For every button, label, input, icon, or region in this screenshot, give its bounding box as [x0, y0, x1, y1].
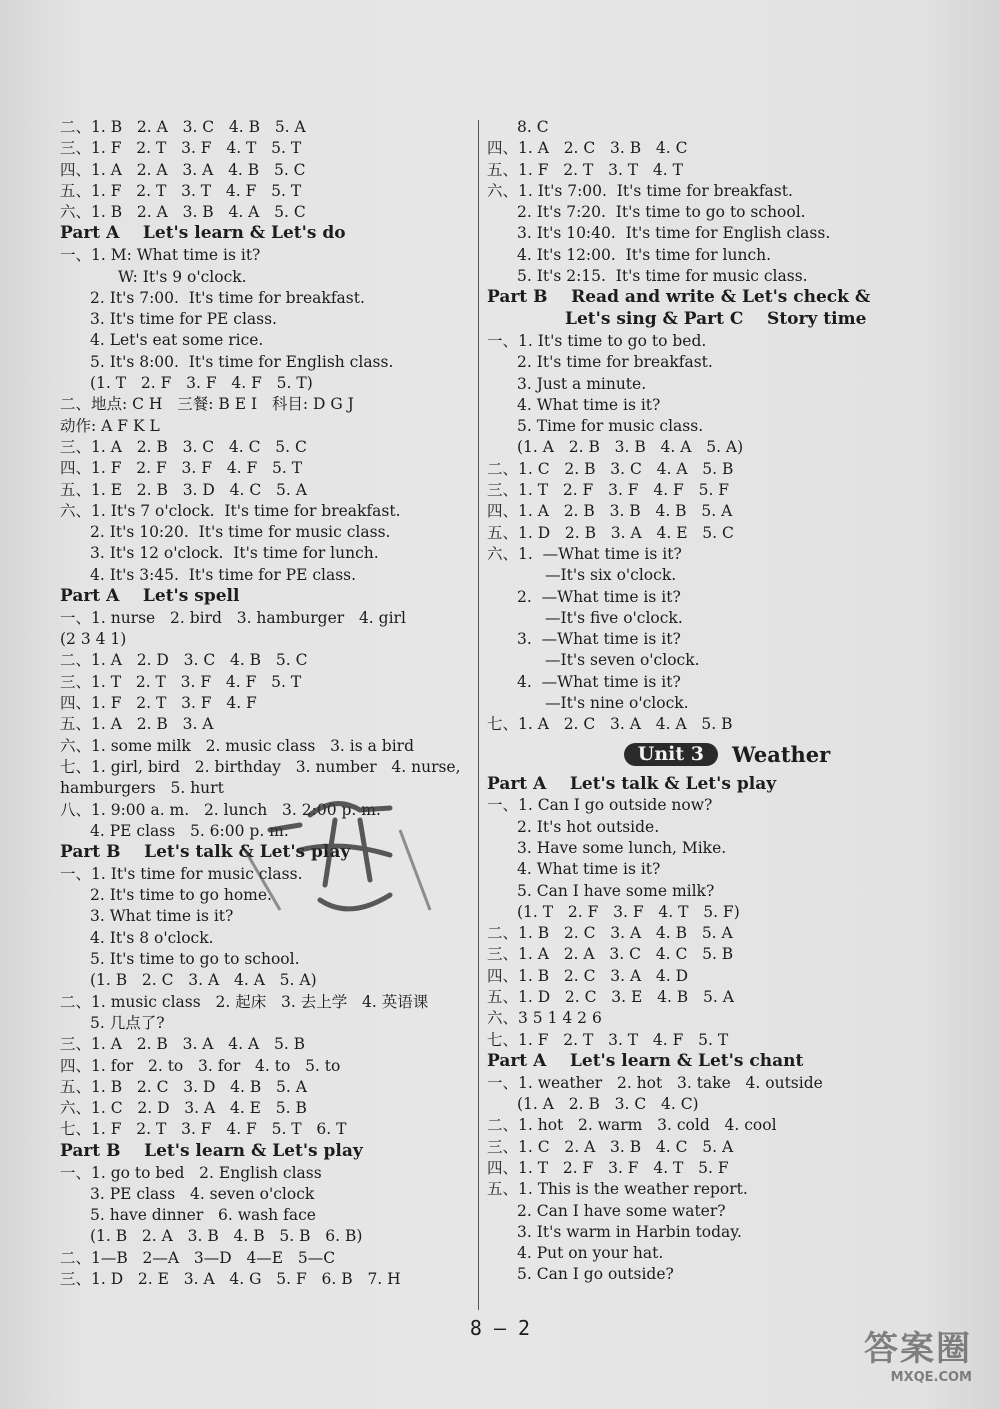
answer-line: 三、1. T 2. T 3. F 4. F 5. T: [60, 672, 302, 691]
answer-line: (1. A 2. B 3. C 4. C): [517, 1095, 699, 1114]
answer-line: 5. have dinner 6. wash face: [90, 1206, 316, 1225]
answer-line: 2. Can I have some water?: [517, 1201, 726, 1220]
answer-line: 二、1. B 2. C 3. A 4. B 5. A: [487, 924, 733, 943]
answer-line: 二、地点: C H 三餐: B E I 科目: D G J: [60, 395, 354, 414]
answer-line: 三、1. A 2. B 3. A 4. A 5. B: [60, 1035, 306, 1054]
answer-line: 5. Time for music class.: [517, 417, 704, 436]
answer-line: 4. What time is it?: [517, 395, 661, 414]
answer-line: 2. It's hot outside.: [517, 817, 660, 836]
answer-line: 5. It's 8:00. It's time for English class.: [90, 352, 394, 371]
answer-line: 三、1. F 2. T 3. F 4. T 5. T: [60, 139, 302, 158]
answer-line: 四、1. A 2. A 3. A 4. B 5. C: [60, 160, 306, 179]
answer-line: 4. It's 3:45. It's time for PE class.: [90, 565, 357, 584]
answer-line: 4. PE class 5. 6:00 p. m.: [90, 821, 289, 840]
watermark-url: MXQE.COM: [890, 1370, 972, 1385]
answer-line: —It's seven o'clock.: [545, 651, 700, 670]
handwritten-mark-icon: [240, 790, 440, 940]
answer-line: 四、1. F 2. F 3. F 4. F 5. T: [60, 459, 303, 478]
answer-line: 8. C: [517, 118, 549, 136]
unit-title: Weather: [731, 741, 831, 767]
section-heading: Part A Let's spell: [60, 586, 240, 607]
answer-line: 四、1. A 2. C 3. B 4. C: [487, 139, 688, 158]
answer-line: 3. Have some lunch, Mike.: [517, 839, 727, 857]
answer-line: 三、1. C 2. A 3. B 4. C 5. A: [487, 1137, 734, 1156]
answer-line: 4. Put on your hat.: [517, 1244, 664, 1263]
section-heading: Part B Read and write & Let's check &: [487, 287, 871, 308]
answer-line: 4. —What time is it?: [517, 672, 681, 691]
site-watermark: [840, 1321, 972, 1391]
answer-line: 六、1. It's 7 o'clock. It's time for breakfast.: [60, 501, 401, 520]
answer-line: 3. It's time for PE class.: [90, 310, 277, 329]
answer-line: 3. What time is it?: [90, 907, 234, 926]
answer-line: 一、1. It's time for music class.: [60, 864, 303, 883]
answer-line: 5. 几点了?: [90, 1013, 165, 1032]
answer-line: 六、1. C 2. D 3. A 4. E 5. B: [60, 1099, 307, 1118]
answer-line: 二、1. C 2. B 3. C 4. A 5. B: [487, 459, 734, 478]
answer-line: 5. Can I go outside?: [517, 1265, 674, 1284]
left-column: [60, 117, 465, 1290]
answer-line: 五、1. E 2. B 3. D 4. C 5. A: [60, 480, 307, 499]
answer-line: 3. It's warm in Harbin today.: [517, 1222, 742, 1241]
answer-line: —It's six o'clock.: [545, 566, 677, 585]
section-heading: Part A Let's learn & Let's chant: [487, 1050, 804, 1071]
answer-line: 六、1. —What time is it?: [487, 544, 682, 563]
answer-line: 六、3 5 1 4 2 6: [487, 1009, 602, 1028]
answer-line: (1. T 2. F 3. F 4. T 5. F): [517, 902, 740, 921]
answer-line: 3. It's 12 o'clock. It's time for lunch.: [90, 544, 379, 563]
page-number: 8 — 2: [469, 1316, 531, 1340]
section-heading: Part B Let's talk & Let's play: [60, 842, 351, 863]
answer-line: 2. It's 7:00. It's time for breakfast.: [90, 288, 365, 307]
answer-line: 动作: A F K L: [60, 416, 160, 435]
answer-line: 3. —What time is it?: [517, 630, 681, 649]
answer-line: 三、1. T 2. F 3. F 4. F 5. F: [487, 481, 730, 500]
answer-line: (1. B 2. C 3. A 4. A 5. A): [90, 971, 317, 990]
answer-line: —It's nine o'clock.: [545, 694, 689, 713]
answer-line: 3. PE class 4. seven o'clock: [90, 1184, 315, 1203]
answer-line: 五、1. B 2. C 3. D 4. B 5. A: [60, 1077, 307, 1096]
answer-line: 2. It's 10:20. It's time for music class.: [90, 523, 391, 542]
answer-line: 三、1. A 2. A 3. C 4. C 5. B: [487, 945, 734, 964]
answer-line: (1. T 2. F 3. F 4. F 5. T): [90, 374, 313, 393]
answer-line: 四、1. B 2. C 3. A 4. D: [487, 966, 689, 985]
answer-line: 八、1. 9:00 a. m. 2. lunch 3. 2:00 p. m.: [60, 800, 381, 819]
answer-line: 六、1. B 2. A 3. B 4. A 5. C: [60, 203, 306, 222]
right-column: [487, 117, 967, 1286]
answer-line: 一、1. M: What time is it?: [60, 246, 261, 265]
answer-line: 七、1. girl, bird 2. birthday 3. number 4. nurse,: [60, 757, 461, 776]
answer-line: 五、1. A 2. B 3. A: [60, 715, 214, 734]
answer-line: 五、1. F 2. T 3. T 4. F 5. T: [60, 181, 302, 200]
answer-line: 二、1. music class 2. 起床 3. 去上学 4. 英语课: [60, 992, 429, 1011]
answer-line: 4. It's 12:00. It's time for lunch.: [517, 245, 772, 264]
section-heading: Let's sing & Part C Story time: [565, 309, 867, 330]
answer-line: 一、1. nurse 2. bird 3. hamburger 4. girl: [60, 608, 406, 627]
answer-line: (1. A 2. B 3. B 4. A 5. A): [517, 438, 744, 457]
answer-line: 5. It's time to go to school.: [90, 950, 300, 969]
answer-line: 五、1. This is the weather report.: [487, 1180, 748, 1199]
answer-line: 五、1. D 2. C 3. E 4. B 5. A: [487, 988, 734, 1007]
watermark-logo: 答案圈: [864, 1329, 972, 1369]
answer-line: 七、1. F 2. T 3. T 4. F 5. T: [487, 1030, 729, 1049]
answer-line: 六、1. some milk 2. music class 3. is a bird: [60, 736, 415, 755]
answer-line: 4. Let's eat some rice.: [90, 331, 264, 350]
answer-line: 4. It's 8 o'clock.: [90, 928, 214, 947]
answer-line: 六、1. It's 7:00. It's time for breakfast.: [487, 181, 793, 200]
answer-line: 二、1—B 2—A 3—D 4—E 5—C: [60, 1248, 336, 1267]
answer-line: 四、1. for 2. to 3. for 4. to 5. to: [60, 1056, 341, 1075]
answer-line: hamburgers 5. hurt: [60, 779, 224, 798]
section-heading: Part B Let's learn & Let's play: [60, 1140, 363, 1161]
answer-line: 七、1. F 2. T 3. F 4. F 5. T 6. T: [60, 1120, 347, 1139]
answer-line: 2. —What time is it?: [517, 587, 681, 606]
unit-badge: Unit 3: [624, 743, 718, 766]
answer-line: 2. It's time for breakfast.: [517, 353, 713, 372]
answer-line: (1. B 2. A 3. B 4. B 5. B 6. B): [90, 1227, 363, 1246]
answer-line: 七、1. A 2. C 3. A 4. A 5. B: [487, 715, 733, 734]
answer-line: 一、1. It's time to go to bed.: [487, 331, 707, 350]
answer-line: 3. Just a minute.: [517, 374, 647, 393]
answer-line: 2. It's time to go home.: [90, 886, 272, 905]
answer-line: 四、1. F 2. T 3. F 4. F: [60, 694, 257, 713]
answer-line: 5. Can I have some milk?: [517, 881, 715, 900]
answer-line: 一、1. weather 2. hot 3. take 4. outside: [487, 1073, 823, 1092]
answer-line: 一、1. go to bed 2. English class: [60, 1163, 322, 1182]
answer-line: 一、1. Can I go outside now?: [487, 796, 713, 815]
answer-line: 二、1. A 2. D 3. C 4. B 5. C: [60, 651, 308, 670]
answer-line: 二、1. hot 2. warm 3. cold 4. cool: [487, 1116, 777, 1135]
answer-line: —It's five o'clock.: [545, 608, 683, 627]
answer-line: 五、1. D 2. B 3. A 4. E 5. C: [487, 523, 734, 542]
answer-line: 5. It's 2:15. It's time for music class.: [517, 267, 808, 286]
answer-line: 三、1. A 2. B 3. C 4. C 5. C: [60, 437, 307, 456]
answer-line: (2 3 4 1): [60, 630, 127, 649]
section-heading: Part A Let's learn & Let's do: [60, 223, 346, 244]
answer-line: 三、1. D 2. E 3. A 4. G 5. F 6. B 7. H: [60, 1270, 401, 1289]
answer-line: 五、1. F 2. T 3. T 4. T: [487, 160, 683, 179]
answer-line: 3. It's 10:40. It's time for English class.: [517, 224, 831, 243]
answer-line: 4. What time is it?: [517, 860, 661, 879]
answer-line: 四、1. A 2. B 3. B 4. B 5. A: [487, 502, 733, 521]
answer-line: W: It's 9 o'clock.: [118, 267, 247, 286]
answer-line: 四、1. T 2. F 3. F 4. T 5. F: [487, 1158, 729, 1177]
answer-line: 2. It's 7:20. It's time to go to school.: [517, 203, 806, 222]
section-heading: Part A Let's talk & Let's play: [487, 773, 777, 794]
answer-line: 二、1. B 2. A 3. C 4. B 5. A: [60, 118, 306, 136]
unit-heading: [487, 738, 967, 772]
column-divider: [478, 120, 479, 1310]
